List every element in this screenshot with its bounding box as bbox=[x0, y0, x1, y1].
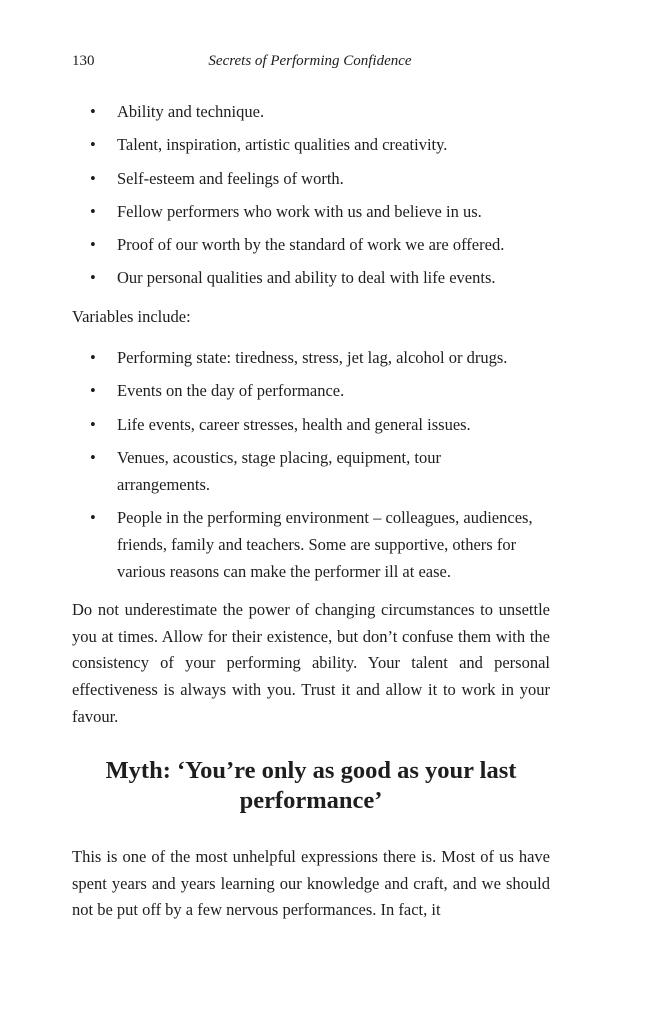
list-item-text: Performing state: tiredness, stress, jet lag, alcohol or drugs. bbox=[117, 348, 508, 367]
list-item-text: Events on the day of performance. bbox=[117, 381, 345, 401]
bullet-icon: • bbox=[90, 414, 96, 434]
list-item-text: Ability and technique. bbox=[117, 102, 265, 121]
list-item-text: Life events, career stresses, health and general issues. bbox=[117, 414, 471, 434]
bullet-icon: • bbox=[90, 268, 96, 288]
variables-list bbox=[72, 344, 552, 585]
bullet-icon: • bbox=[90, 508, 96, 528]
list-item bbox=[72, 344, 552, 371]
variables-intro: Variables include: bbox=[72, 307, 191, 326]
bullet-icon: • bbox=[90, 201, 96, 221]
list-item bbox=[72, 165, 552, 192]
bullet-icon: • bbox=[90, 381, 96, 401]
list-item-text: Self-esteem and feelings of worth. bbox=[117, 168, 344, 188]
list-item bbox=[72, 98, 552, 125]
bullet-icon: • bbox=[90, 168, 96, 188]
list-item-text: Our personal qualities and ability to deal with life events. bbox=[117, 268, 496, 288]
bullet-icon: • bbox=[90, 447, 96, 467]
list-item-text: People in the performing environment – colleagues, audiences, friends, family and teachers. Some are supportive, others for various reasons can make the performer ill at ease. bbox=[117, 508, 533, 582]
list-item bbox=[72, 198, 552, 225]
list-item bbox=[72, 131, 552, 158]
list-item-text: Talent, inspiration, artistic qualities and creativity. bbox=[117, 135, 448, 155]
list-item bbox=[72, 504, 552, 585]
constants-list bbox=[72, 98, 552, 291]
list-item bbox=[72, 444, 477, 498]
list-item bbox=[72, 231, 552, 258]
bullet-icon: • bbox=[90, 348, 96, 367]
body-paragraph: This is one of the most unhelpful expressions there is. Most of us have spent years and years learning our knowledge and craft, and we should not be put off by a few nervous performances. In fact, it bbox=[72, 847, 550, 920]
bullet-icon: • bbox=[90, 102, 96, 121]
list-item-text: Fellow performers who work with us and believe in us. bbox=[117, 201, 482, 221]
list-item bbox=[72, 264, 552, 291]
section-heading: Myth: ‘You’re only as good as your last performance’ bbox=[105, 757, 517, 814]
list-item-text: Proof of our worth by the standard of work we are offered. bbox=[117, 235, 505, 255]
bullet-icon: • bbox=[90, 135, 96, 155]
bullet-icon: • bbox=[90, 235, 96, 255]
list-item bbox=[72, 377, 552, 404]
running-head: Secrets of Performing Confidence bbox=[208, 53, 412, 69]
list-item bbox=[72, 411, 552, 438]
list-item-text: Venues, acoustics, stage placing, equipment, tour arrangements. bbox=[117, 447, 441, 494]
body-paragraph: Do not underestimate the power of changing circumstances to unsettle you at times. Allow for their existence, but don’t confuse them with the consistency of your performing ability. Your talent and personal effectiveness is always with you. Trust it and allow it to work in your favour. bbox=[72, 600, 550, 726]
page-number: 130 bbox=[72, 53, 95, 69]
